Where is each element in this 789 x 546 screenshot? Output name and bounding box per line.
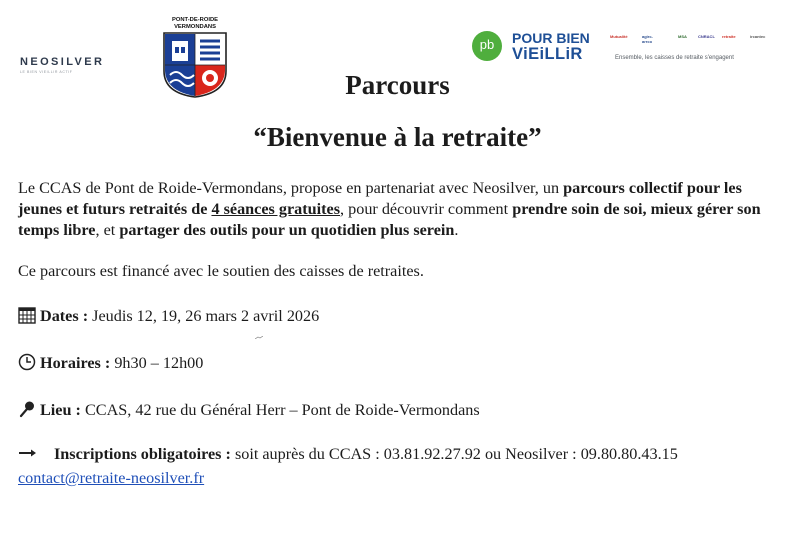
dates-line: Dates : Jeudis 12, 19, 26 mars 2 avril 2026 (18, 306, 319, 326)
sessions-highlight: 4 séances gratuites (211, 200, 341, 218)
neosilver-name: NEOSILVER (20, 56, 105, 68)
hours-line: Horaires : 9h30 – 12h00 (18, 353, 203, 373)
email-link[interactable]: contact@retraite-neosilver.fr (18, 469, 205, 487)
clock-icon (18, 353, 36, 371)
arrow-right-icon (18, 446, 38, 460)
neosilver-tagline: LE BIEN VIEILLIR ACTIF (20, 70, 73, 74)
funding-text: Ce parcours est financé avec le soutien des caisses de retraites. (18, 262, 424, 280)
intro-paragraph: Le CCAS de Pont de Roide-Vermondans, propose en partenariat avec Neosilver, un parcours collectif pour les jeunes et futurs retraités de 4 séances gratuites, pour découvrir comment prendre soin de soi, mieux gérer son temps libre, et partager des outils pour un quotidien plus serein. (18, 179, 761, 239)
partner-logo: Mutualité (610, 34, 628, 39)
registration-line: Inscriptions obligatoires : soit auprès du CCAS : 03.81.92.27.92 ou Neosilver : 09.80.80.43.15 (18, 445, 678, 464)
partner-logo: MSA (678, 34, 687, 39)
partner-logo: agirc-arrco (642, 34, 653, 44)
partner-logo: ircantec (750, 34, 766, 39)
pbv-title-line2: ViEiLLiR (512, 45, 583, 63)
partner-logo: CNRACL (698, 34, 715, 39)
pin-icon (18, 400, 36, 418)
partner-logo: retraite (722, 34, 736, 39)
scan-mark (255, 336, 263, 339)
pbv-title-line1: POUR BIEN (512, 30, 590, 46)
calendar-icon (18, 306, 36, 324)
coat-of-arms-name: PONT-DE-ROIDE VERMONDANS (171, 17, 219, 30)
pour-bien-vieillir-logo (470, 28, 775, 70)
page-title: Parcours (345, 70, 450, 100)
pbv-badge: pb (472, 31, 502, 61)
pbv-slogan: Ensemble, les caisses de retraite s'engagent (615, 55, 734, 61)
place-line: Lieu : CCAS, 42 rue du Général Herr – Pont de Roide-Vermondans (18, 400, 480, 420)
page-subtitle: “Bienvenue à la retraite” (253, 122, 542, 152)
